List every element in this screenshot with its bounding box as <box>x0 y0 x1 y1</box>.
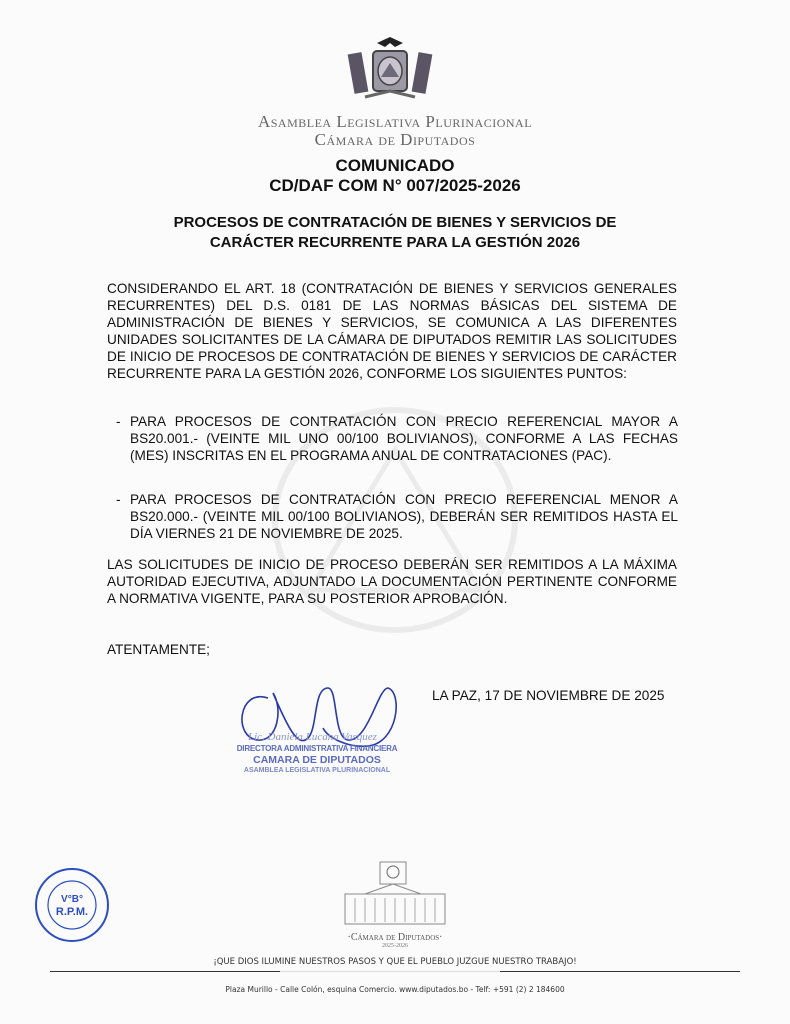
bullet-text: PARA PROCESOS DE CONTRATACIÓN CON PRECIO REFERENCIAL MAYOR A BS20.001.- (VEINTE MIL UNO 00/100 BOLIVIANOS), CONFORME A LAS FECHAS (MES) INSCRITAS EN EL PROGRAMA ANUAL DE CONTRATACIONES (PAC). <box>130 414 678 463</box>
stamp-rpm: R.P.M. <box>55 906 89 918</box>
signatory-org-2: ASAMBLEA LEGISLATIVA PLURINACIONAL <box>243 767 391 774</box>
stamp-vobo: V°B° <box>61 894 83 905</box>
list-item <box>116 491 678 542</box>
closing-salutation: ATENTAMENTE; <box>107 642 210 657</box>
footer-divider-right <box>500 971 740 972</box>
document-code: CD/DAF COM N° 007/2025-2026 <box>269 176 521 195</box>
bullet-marker: - <box>116 492 121 507</box>
footer-motto: ¡QUE DIOS ILUMINE NUESTROS PASOS Y QUE EL PUEBLO JUZGUE NUESTRO TRABAJO! <box>213 957 577 967</box>
footer-divider-left <box>50 971 280 972</box>
paragraph-considerando: CONSIDERANDO EL ART. 18 (CONTRATACIÓN DE BIENES Y SERVICIOS GENERALES RECURRENTES) DEL D.S. 0181 DE LAS NORMAS BÁSICAS DEL SISTEMA DE ADMINISTRACIÓN DE BIENES Y SERVICIOS, SE COMUNICA A LAS DIFERENTES UNIDADES SOLICITANTES DE LA CÁMARA DE DIPUTADOS REMITIR LAS SOLICITUDES DE INICIO DE PROCESOS DE CONTRATACIÓN DE BIENES Y SERVICIOS DE CARÁCTER RECURRENTE PARA LA GESTIÓN 2026, CONFORME LOS SIGUIENTES PUNTOS: <box>107 281 677 381</box>
signatory-org: CAMARA DE DIPUTADOS <box>253 754 381 766</box>
footer-address: Plaza Murillo - Calle Colón, esquina Comercio. www.diputados.bo - Telf: +591 (2) 2 184600 <box>225 985 565 994</box>
congress-building-icon <box>335 860 455 928</box>
bullet-text: PARA PROCESOS DE CONTRATACIÓN CON PRECIO REFERENCIAL MENOR A BS20.000.- (VEINTE MIL 00/100 BOLIVIANOS), DEBERÁN SER REMITIDOS HASTA EL DÍA VIERNES 21 DE NOVIEMBRE DE 2025. <box>130 492 678 541</box>
paragraph-solicitudes: LAS SOLICITUDES DE INICIO DE PROCESO DEBERÁN SER REMITIDOS A LA MÁXIMA AUTORIDAD EJECUTIVA, ADJUNTADO LA DOCUMENTACIÓN PERTINENTE CONFORME A NORMATIVA VIGENTE, PARA SU POSTERIOR APROBACIÓN. <box>107 557 677 606</box>
bullet-marker: - <box>116 414 121 429</box>
chamber-name: Cámara de Diputados <box>314 130 476 149</box>
bolivia-coat-of-arms-icon <box>345 35 435 107</box>
org-name: Asamblea Legislativa Plurinacional <box>257 112 533 131</box>
list-item <box>116 413 678 464</box>
signatory-title: DIRECTORA ADMINISTRATIVA FINANCIERA <box>236 744 398 753</box>
document-title: COMUNICADO <box>335 156 455 175</box>
subject-line-1: PROCESOS DE CONTRATACIÓN DE BIENES Y SERVICIOS DE <box>173 214 617 231</box>
building-years: 2025-2026 <box>382 943 408 949</box>
building-label: ·Cámara de Diputados· <box>347 932 443 943</box>
signatory-name: Lic. Daniela Lucana Vasquez <box>248 731 377 743</box>
footer-divider-middle <box>280 971 500 972</box>
subject-line-2: CARÁCTER RECURRENTE PARA LA GESTIÓN 2026 <box>209 234 581 251</box>
place-date: LA PAZ, 17 DE NOVIEMBRE DE 2025 <box>432 688 665 703</box>
